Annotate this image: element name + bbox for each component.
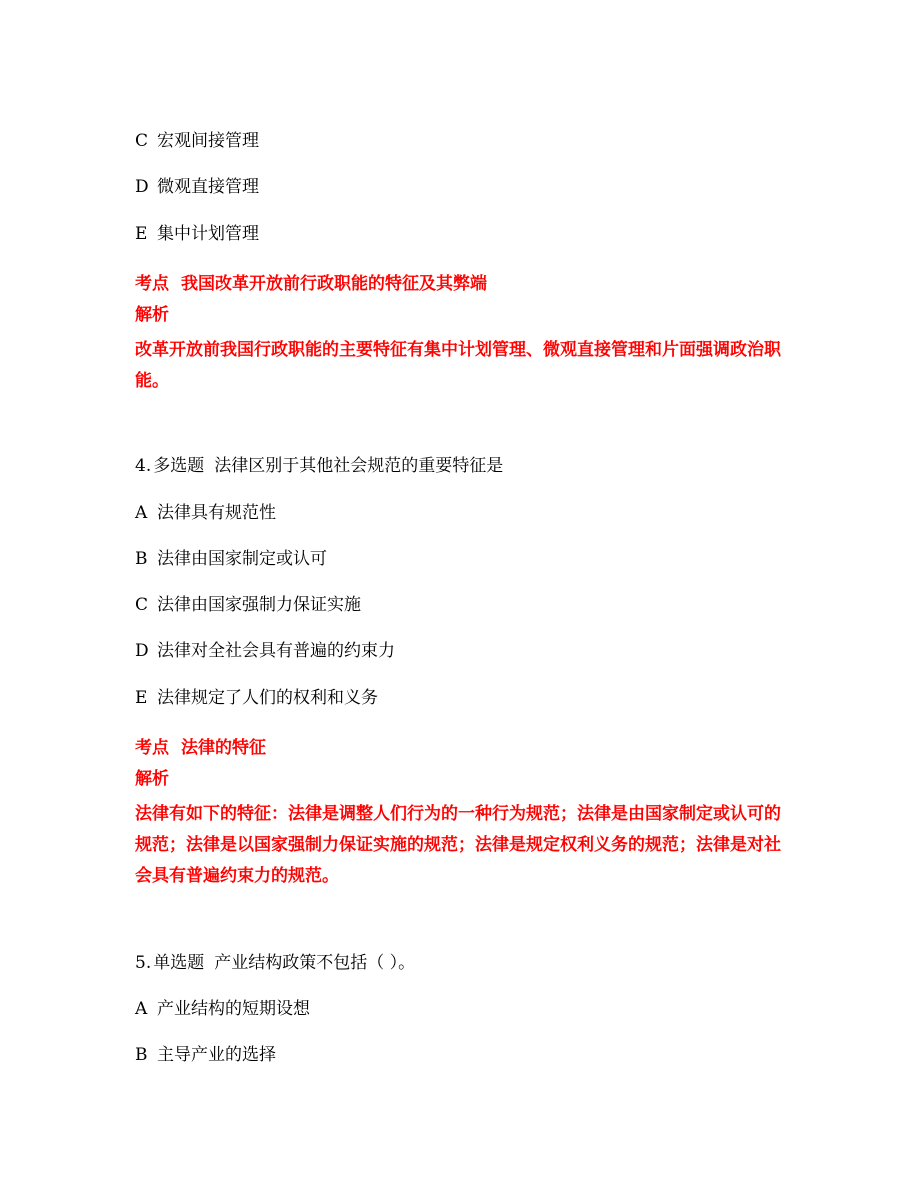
option-letter: C (135, 131, 149, 151)
option-letter: E (135, 688, 148, 708)
q3-option-c (135, 130, 259, 152)
option-text: 宏观间接管理 (157, 131, 259, 151)
option-text: 产业结构的短期设想 (157, 999, 310, 1019)
option-letter: A (135, 999, 148, 1019)
option-letter: B (135, 1045, 148, 1065)
q4-option-d (135, 640, 395, 662)
q4-option-e (135, 687, 378, 709)
q4-option-a (135, 502, 276, 524)
exam-point-label: 考点 (135, 274, 169, 294)
q4-exam-point (135, 737, 266, 759)
option-text: 主导产业的选择 (157, 1045, 276, 1065)
option-letter: D (135, 177, 149, 197)
q4-stem (135, 455, 503, 477)
question-text: 法律区别于其他社会规范的重要特征是 (214, 456, 504, 476)
question-text: 产业结构政策不包括（ ）。 (214, 953, 416, 973)
q3-analysis-text: 改革开放前我国行政职能的主要特征有集中计划管理、微观直接管理和片面强调政治职能。 (135, 340, 781, 391)
q4-analysis-label: 解析 (135, 769, 169, 789)
option-text: 法律规定了人们的权利和义务 (157, 688, 378, 708)
option-text: 法律由国家制定或认可 (157, 549, 327, 569)
option-text: 微观直接管理 (157, 177, 259, 197)
q3-option-d (135, 176, 259, 198)
question-type: 多选题 (153, 456, 205, 476)
question-type: 单选题 (153, 953, 205, 973)
q3-exam-point (135, 273, 487, 295)
exam-point-label: 考点 (135, 738, 169, 758)
q4-option-c (135, 594, 361, 616)
option-text: 法律具有规范性 (157, 503, 276, 523)
question-number: 4. (135, 456, 152, 476)
option-letter: D (135, 641, 149, 661)
option-letter: A (135, 503, 148, 523)
option-text: 集中计划管理 (157, 224, 259, 244)
exam-point-text: 我国改革开放前行政职能的特征及其弊端 (181, 274, 487, 294)
q3-analysis-label: 解析 (135, 305, 169, 325)
option-text: 法律对全社会具有普遍的约束力 (157, 641, 395, 661)
option-letter: B (135, 549, 148, 569)
q4-option-b (135, 548, 327, 570)
q4-analysis-text: 法律有如下的特征：法律是调整人们行为的一种行为规范；法律是由国家制定或认可的规范；法律是以国家强制力保证实施的规范；法律是规定权利义务的规范；法律是对社会具有普遍约束力的规范。 (135, 804, 781, 886)
q5-option-a (135, 998, 310, 1020)
option-letter: E (135, 224, 148, 244)
q5-stem (135, 952, 415, 974)
q5-option-b (135, 1044, 276, 1066)
exam-point-text: 法律的特征 (181, 738, 266, 758)
question-number: 5. (135, 953, 152, 973)
option-letter: C (135, 595, 149, 615)
q3-option-e (135, 223, 259, 245)
option-text: 法律由国家强制力保证实施 (157, 595, 361, 615)
